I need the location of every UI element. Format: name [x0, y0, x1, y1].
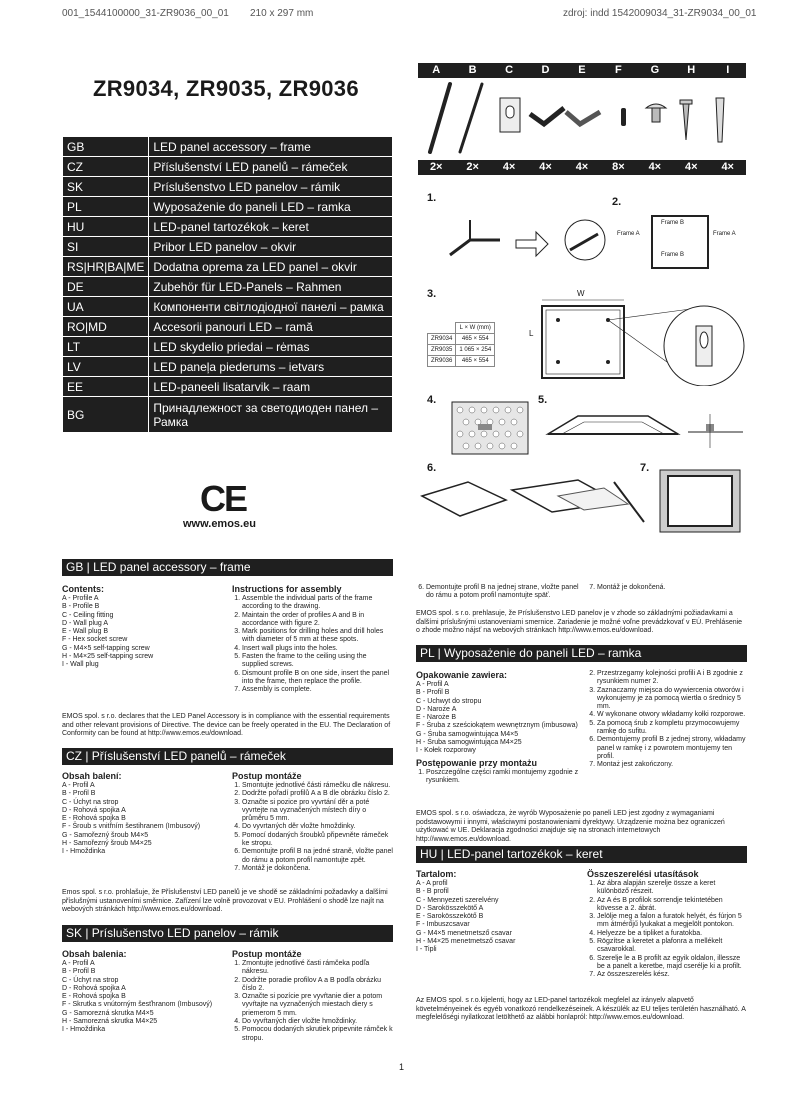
screw-m4x5-icon — [646, 104, 666, 122]
section-gb-steps-title: Instructions for assembly — [232, 584, 342, 594]
part-quantity: 4× — [648, 161, 662, 173]
figure-1-drawing — [440, 200, 610, 270]
contents-item: D - Narożе A — [416, 705, 457, 713]
language-text: Zubehör für LED-Panels – Rahmen — [149, 277, 393, 297]
part-quantity: 2× — [466, 161, 479, 173]
assembly-step: 4. W wykonane otwory wkładamy kołki rozporowe. — [597, 711, 747, 719]
language-table — [62, 136, 393, 433]
language-text: Příslušenství LED panelů – rámeček — [149, 157, 393, 177]
language-text: LED paneļa piederums – ietvars — [149, 357, 393, 377]
assembly-step: 1. Zmontujte jednotlivé časti rámčeka podľa nákresu. — [242, 960, 393, 977]
dimension-table — [427, 322, 495, 367]
contents-item: D - Sarokösszekötő A — [416, 904, 484, 912]
figure-2-frame-b-top: Frame B — [661, 220, 685, 226]
section-cz-steps-title: Postup montáže — [232, 771, 302, 781]
contents-item: A - Profil A — [62, 782, 95, 789]
assembly-step: 6. Demontujte profil B na jednej strane, vložte panel do rámu a potom profil namontujte späť. — [426, 584, 581, 601]
figure-7-label: 7. — [640, 462, 650, 474]
section-gb-declaration: EMOS spol. s r.o. declares that the LED Panel Accessory is in compliance with the essential requirements and other relevant provisions of Directive. The device can be freely operated in the EU. The Declaration of Conformity can be found at http://www.emos.eu/download. — [62, 713, 391, 738]
language-row — [63, 357, 393, 377]
contents-item: I - Tipli — [416, 946, 437, 954]
contents-item: H - Śruba samogwintująca M4×25 — [416, 739, 522, 747]
section-cz-contents-title: Obsah balení: — [62, 771, 122, 781]
section-gb-steps — [232, 584, 393, 695]
language-text: Компоненти світлодіодної панелі – рамка — [149, 297, 393, 317]
contents-item: E - Rohová spojka B — [62, 815, 126, 823]
language-row — [63, 137, 393, 157]
assembly-step: 4. Helyezze be a tipliket a furatokba. — [597, 930, 747, 938]
contents-item: I - Hmoždinka — [62, 848, 106, 856]
contents-item: B - Profil B — [416, 689, 450, 697]
assembly-step: 6. Dismount profile B on one side, insert the panel into the frame, then replace the profile. — [242, 670, 393, 687]
contents-item: F - Šroub s vnitřním šestihranem (Imbusový) — [62, 823, 201, 831]
assembly-step: 2. Dodržte pořadí profilů A a B dle obrázku číslo 2. — [242, 790, 393, 798]
part-letter: H — [687, 64, 696, 76]
assembly-step: 5. Za pomocą śrub z kompletu przymocowujemy ramkę do sufitu. — [597, 720, 747, 737]
assembly-step: 2. Az A és B profilok sorrendje tekintetében kövesse a 2. ábrát. — [597, 897, 747, 914]
contents-item: D - Wall plug A — [62, 619, 109, 627]
contents-item: C - Úchyt na strop — [62, 798, 119, 806]
dimension-size: 1 065 × 254 — [456, 345, 495, 356]
language-code: CZ — [63, 157, 149, 177]
parts-illustrations — [418, 78, 746, 160]
figure-6-drawing — [418, 476, 648, 536]
section-hu-steps-title: Összeszerelési utasítások — [587, 869, 699, 879]
contents-item: D - Rohová spojka A — [62, 806, 126, 814]
dimension-model: ZR9036 — [428, 356, 456, 367]
dimension-table-header-cell: L × W (mm) — [456, 323, 495, 334]
section-pl-declaration: EMOS spol. s r.o. oświadcza, że wyrób Wyposażenie po paneli LED jest zgodny z wymaganiami podstawowymi i innymi, właściwymi postanowieniami dyrektywy. Urządzenie można bez ograniczeń użytkować w UE. Deklaracja zgodności znajduje się na stronach internetowych http://www.emos.eu/download. — [416, 810, 725, 843]
language-row — [63, 337, 393, 357]
assembly-step: 7. Montáž je dokončená. — [597, 584, 747, 592]
profile-b-icon — [460, 84, 482, 152]
contents-item: B - Profil B — [62, 790, 96, 798]
language-text: LED skydelio priedai – rėmas — [149, 337, 393, 357]
contents-item: F - Hex socket screw — [62, 636, 128, 644]
figure-3-drawing — [538, 296, 748, 386]
language-row — [63, 197, 393, 217]
parts-quantities — [418, 160, 746, 175]
header-page-size: 210 x 297 mm — [250, 8, 314, 19]
section-sk-contents — [62, 949, 227, 1035]
figure-4-drawing — [450, 400, 530, 456]
assembly-step: 3. Označte si pozície pre vyvŕtanie dier a potom vyvŕtajte na vyznačených miestach diery s priemerom 5 mm. — [242, 993, 393, 1018]
website: www.emos.eu — [183, 518, 256, 530]
assembly-step: 5. Pomocou dodaných skrutiek pripevnite rámček k stropu. — [242, 1026, 393, 1043]
section-hu-declaration: Az EMOS spol. s r.o.kijelenti, hogy az LED-panel tartozékok megfelel az irányelv alapvető követelményeinek és egyéb vonatkozó rendelkezéseinek. A készülék az EU teljes területén használható. A megfelelőségi nyilatkozat letölthető az alábbi honlapról: http://www.emos.eu/download. — [416, 997, 746, 1022]
assembly-step: 3. Zaznaczamy miejsca do wywiercenia otworów i wykonujemy je za pomocą wiertła o średnicy 5 mm. — [597, 687, 747, 712]
language-code: BG — [63, 397, 149, 433]
figure-7-drawing — [656, 466, 744, 536]
language-row — [63, 257, 393, 277]
section-hu-bar: HU | LED-panel tartozékok – keret — [416, 846, 747, 863]
section-sk-bar: SK | Príslušenstvo LED panelov – rámik — [62, 925, 393, 942]
dimension-table-header — [428, 323, 495, 334]
contents-item: E - Wall plug B — [62, 628, 109, 636]
figure-5-label: 5. — [538, 394, 548, 406]
dimension-row — [428, 334, 495, 345]
section-sk-steps — [232, 949, 393, 1043]
part-quantity: 2× — [429, 161, 443, 173]
language-row — [63, 237, 393, 257]
language-row — [63, 397, 393, 433]
part-quantity: 4× — [575, 161, 589, 173]
assembly-step: 7. Montáž je dokončena. — [242, 865, 393, 873]
dimension-l: L — [529, 329, 534, 338]
contents-item: C - Ceiling fitting — [62, 611, 114, 619]
language-text: Accesorii panouri LED – ramă — [149, 317, 393, 337]
contents-item: C - Mennyezeti szerelvény — [416, 896, 499, 904]
part-letter: E — [578, 64, 586, 76]
header-file-right: zdroj: indd 1542009034_31-ZR9034_00_01 — [563, 8, 757, 19]
contents-item: A - Profile A — [62, 595, 99, 602]
contents-item: B - Profile B — [62, 603, 100, 611]
part-letter: D — [541, 64, 550, 76]
dimension-row — [428, 356, 495, 367]
language-row — [63, 277, 393, 297]
assembly-step: 7. Montaż jest zakończony. — [597, 761, 747, 769]
contents-item: D - Rohová spojka A — [62, 984, 126, 992]
contents-item: E - Narożе B — [416, 714, 457, 722]
part-letter: F — [615, 64, 622, 76]
assembly-step: 3. Jelölje meg a falon a furatok helyét, és fúrjon 5 mm átmérőjű lyukakat a megjelölt pontokon. — [597, 913, 747, 930]
figure-6-label: 6. — [427, 462, 437, 474]
part-letter: G — [650, 64, 660, 76]
contents-item: A - Profil A — [62, 960, 95, 967]
assembly-step: 3. Mark positions for drilling holes and drill holes with diameter of 5 mm at these spots. — [242, 628, 393, 645]
section-cz-declaration: Emos spol. s r.o. prohlašuje, že Příslušenství LED panelů je ve shodě se základními požadavky a dalšími příslušnými ustanoveními směrnice. Zařízení lze volně provozovat v EU. Prohlášení o shodě lze najít na webových stránkách http://www.emos.eu/download. — [62, 889, 388, 914]
assembly-step: 7. Assembly is complete. — [242, 686, 393, 694]
dimension-row — [428, 345, 495, 356]
section-gb-contents-title: Contents: — [62, 584, 104, 594]
dimension-model: ZR9035 — [428, 345, 456, 356]
contents-item: G - M4×5 self-tapping screw — [62, 644, 150, 652]
contents-item: G - Śruba samogwintująca M4×5 — [416, 730, 519, 738]
dimension-size: 465 × 554 — [456, 356, 495, 367]
language-row — [63, 297, 393, 317]
part-quantity: 4× — [721, 161, 734, 173]
language-row — [63, 157, 393, 177]
section-pl-steps-title: Postępowanie przy montażu — [416, 757, 538, 768]
figure-2-frame-b-bottom: Frame B — [661, 252, 685, 258]
figure-3-label: 3. — [427, 288, 437, 300]
language-code: GB — [63, 137, 149, 157]
assembly-step: 2. Dodržte poradie profilov A a B podľa obrázku číslo 2. — [242, 977, 393, 994]
assembly-step: 1. Az ábra alapján szerelje össze a keret különböző részeit. — [597, 880, 747, 897]
language-code: RS|HR|BA|ME — [63, 257, 149, 277]
language-row — [63, 377, 393, 397]
contents-item: I - Wall plug — [62, 661, 99, 669]
contents-item: F - Imbuszcsavar — [416, 921, 470, 929]
section-hu-contents-title: Tartalom: — [416, 869, 457, 879]
screw-m4x25-icon — [680, 100, 692, 140]
assembly-step: 2. Przestrzegamy kolejności profili A i B zgodnie z rysunkiem numer 2. — [597, 670, 747, 687]
part-quantity: 8× — [612, 161, 625, 173]
dimension-model: ZR9034 — [428, 334, 456, 345]
document-title: ZR9034, ZR9035, ZR9036 — [93, 76, 359, 101]
section-sk-steps-cont — [416, 584, 581, 601]
ce-mark: CE — [200, 478, 247, 519]
assembly-step: 1. Poszczególne części ramki montujemy zgodnie z rysunkiem. — [426, 769, 581, 786]
ceiling-fitting-icon — [500, 98, 520, 132]
section-sk-contents-title: Obsah balenia: — [62, 949, 127, 959]
contents-item: C - Uchwyt do stropu — [416, 697, 482, 705]
assembly-step: 5. Rögzítse a keretet a plafonra a mellékelt csavarokkal. — [597, 938, 747, 955]
profile-a-icon — [430, 84, 450, 152]
contents-item: I - Kołek rozporowy — [416, 747, 476, 755]
section-pl-bar: PL | Wyposażenie do paneli LED – ramka — [416, 645, 747, 662]
assembly-step: 4. Insert wall plugs into the holes. — [242, 645, 393, 653]
parts-letters — [418, 63, 746, 78]
parts-panel — [418, 63, 746, 175]
contents-item: H - M4×25 self-tapping screw — [62, 653, 154, 661]
contents-item: I - Hmoždinka — [62, 1026, 106, 1034]
section-cz-bar: CZ | Příslušenství LED panelů – rámeček — [62, 748, 393, 765]
language-code: SK — [63, 177, 149, 197]
language-row — [63, 317, 393, 337]
section-sk-declaration: EMOS spol. s r.o. prehlasuje, že Príslušenstvo LED panelov je v zhode so základnými požiadavkami a ďalšími príslušnými ustanoveniami smernice. Zariadenie je možné voľne prevádzkovať v EÚ. Prehlásenie o zhode možno nájsť na webových stránkach http://www.emos.eu/download. — [416, 610, 743, 635]
wall-plug-a-icon — [530, 108, 564, 124]
part-letter: I — [726, 64, 730, 76]
contents-item: G - Samorezná skrutka M4×5 — [62, 1009, 154, 1017]
section-cz-steps — [232, 771, 393, 873]
section-cz-contents — [62, 771, 227, 857]
dimension-table-corner — [428, 323, 456, 334]
language-code: LT — [63, 337, 149, 357]
language-text: LED-panel tartozékok – keret — [149, 217, 393, 237]
section-gb-bar: GB | LED panel accessory – frame — [62, 559, 393, 576]
language-code: EE — [63, 377, 149, 397]
part-quantity: 4× — [502, 161, 516, 173]
language-text: Príslušenstvo LED panelov – rámik — [149, 177, 393, 197]
section-pl-steps — [587, 670, 747, 770]
assembly-step: 5. Pomocí dodaných šroubků připevněte rámeček ke stropu. — [242, 832, 393, 849]
figure-4-label: 4. — [427, 394, 437, 406]
contents-item: H - Samořezný šroub M4×25 — [62, 840, 152, 848]
figure-2-frame-a-right: Frame A — [713, 231, 736, 237]
language-text: LED-paneeli lisatarvik – raam — [149, 377, 393, 397]
figure-2-label: 2. — [612, 196, 622, 208]
language-text: LED panel accessory – frame — [149, 137, 393, 157]
section-sk-steps-cont-2 — [587, 584, 747, 592]
contents-item: A - A profil — [416, 880, 448, 887]
figure-2-frame-a-left: Frame A — [617, 231, 640, 237]
part-letter: C — [505, 64, 514, 76]
part-letter: A — [432, 64, 441, 76]
contents-item: H - M4×25 menetmetsző csavar — [416, 938, 516, 946]
section-sk-steps-title: Postup montáže — [232, 949, 302, 959]
language-text: Pribor LED panelov – okvir — [149, 237, 393, 257]
assembly-step: 6. Demontujemy profil B z jednej strony, wkładamy panel w ramkę i z powrotem montujemy ten profil. — [597, 736, 747, 761]
wall-plug-b-icon — [566, 112, 600, 124]
wall-plug-icon — [716, 98, 724, 142]
hex-screw-icon — [621, 108, 626, 126]
language-code: HU — [63, 217, 149, 237]
assembly-step: 6. Szerelje le a B profilt az egyik oldalon, illessze be a panelt a keretbe, majd cserélje ki a profilt. — [597, 955, 747, 972]
assembly-step: 1. Smontujte jednotlivé části rámečku dle nákresu. — [242, 782, 393, 790]
contents-item: G - Samořezný šroub M4×5 — [62, 831, 149, 839]
language-text: Wyposażenie do paneli LED – ramka — [149, 197, 393, 217]
part-letter: B — [468, 64, 477, 76]
assembly-step: 6. Demontujte profil B na jedné straně, vložte panel do rámu a potom profil namontujte zpět. — [242, 848, 393, 865]
language-code: RO|MD — [63, 317, 149, 337]
section-hu-contents — [416, 869, 581, 955]
figure-5-drawing — [538, 404, 748, 456]
part-quantity: 4× — [539, 161, 552, 173]
section-gb-contents — [62, 584, 227, 670]
assembly-step: 4. Do vyvrtaných děr vložte hmoždinky. — [242, 823, 393, 831]
language-code: SI — [63, 237, 149, 257]
contents-item: B - Profil B — [62, 968, 96, 976]
dimension-size: 465 × 554 — [456, 334, 495, 345]
language-code: DE — [63, 277, 149, 297]
language-code: UA — [63, 297, 149, 317]
contents-item: F - Skrutka s vnútorným šesťhranom (Imbusový) — [62, 1001, 213, 1009]
contents-item: E - Rohová spojka B — [62, 993, 126, 1001]
language-text: Принадлежност за светодиоден панел – Рамка — [149, 397, 393, 433]
section-pl-contents-title: Opakowanie zawiera: — [416, 670, 508, 680]
dimension-w: W — [577, 289, 585, 298]
assembly-step: 1. Assemble the individual parts of the frame according to the drawing. — [242, 595, 393, 612]
assembly-step: 7. Az összeszerelés kész. — [597, 971, 747, 979]
contents-item: H - Samorezná skrutka M4×25 — [62, 1018, 158, 1026]
contents-item: F - Śruba z sześciokątem wewnętrznym (imbusowa) — [416, 722, 578, 730]
assembly-step: 2. Maintain the order of profiles A and B in accordance with figure 2. — [242, 612, 393, 629]
section-hu-steps — [587, 869, 747, 980]
language-code: LV — [63, 357, 149, 377]
contents-item: A - Profil A — [416, 681, 449, 688]
section-pl-contents — [416, 670, 581, 785]
contents-item: G - M4×5 menetmetsző csavar — [416, 929, 512, 937]
assembly-step: 5. Fasten the frame to the ceiling using the supplied screws. — [242, 653, 393, 670]
contents-item: C - Úchyt na strop — [62, 976, 119, 984]
contents-item: B - B profil — [416, 888, 449, 896]
assembly-step: 3. Označte si pozice pro vyvrtání děr a poté vyvrtejte na vyznačených místech díry o průměru 5 mm. — [242, 799, 393, 824]
page-number: 1 — [399, 1062, 405, 1072]
language-row — [63, 217, 393, 237]
language-text: Dodatna oprema za LED panel – okvir — [149, 257, 393, 277]
part-quantity: 4× — [685, 161, 698, 173]
language-code: PL — [63, 197, 149, 217]
figure-1-label: 1. — [427, 192, 437, 204]
header-file-left: 001_1544100000_31-ZR9036_00_01 — [62, 8, 229, 19]
language-row — [63, 177, 393, 197]
contents-item: E - Sarokösszekötő B — [416, 913, 484, 921]
assembly-step: 4. Do vyvŕtaných dier vložte hmoždinky. — [242, 1018, 393, 1026]
